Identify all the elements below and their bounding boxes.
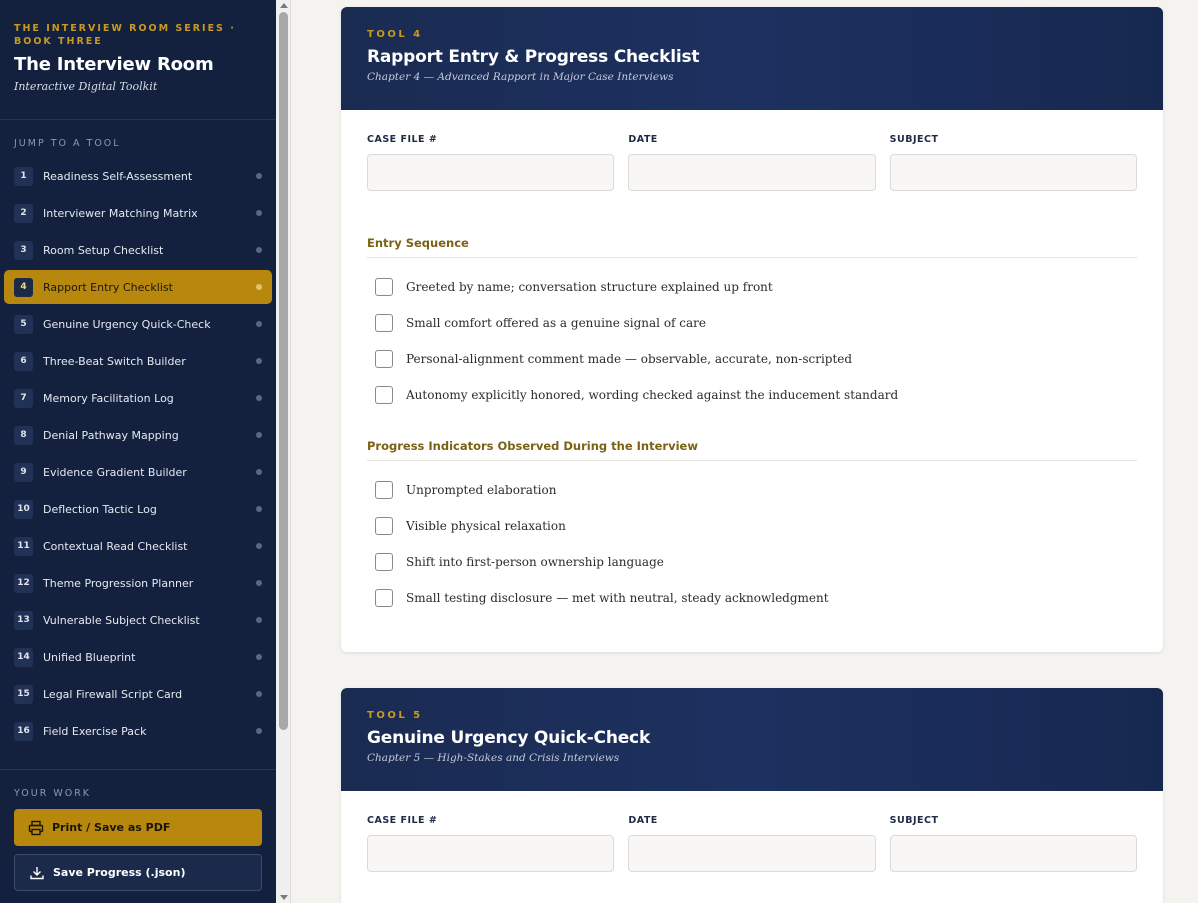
checklist-item[interactable] [367,377,1137,413]
tool-card-5 [341,688,1163,903]
case-file-field [367,815,614,872]
scroll-up-icon[interactable] [280,3,288,8]
sidebar-item[interactable] [4,566,272,600]
nav-item-number: 13 [14,611,33,630]
nav-item-label: Vulnerable Subject Checklist [43,613,200,627]
nav-item-label: Contextual Read Checklist [43,539,188,553]
status-dot-icon [256,506,262,512]
status-dot-icon [256,617,262,623]
status-dot-icon [256,691,262,697]
date-field [628,134,875,191]
card-header [341,688,1163,791]
subject-input[interactable] [890,835,1137,872]
nav-item-label: Evidence Gradient Builder [43,465,187,479]
nav-item-label: Deflection Tactic Log [43,502,157,516]
status-dot-icon [256,580,262,586]
brand-block [0,0,276,120]
status-dot-icon [256,358,262,364]
checklist-item-text: Greeted by name; conversation structure explained up front [406,280,773,294]
field-label: SUBJECT [889,134,939,145]
tool-number: TOOL 5 [367,710,423,721]
checklist-item[interactable] [367,341,1137,377]
checkbox[interactable] [375,589,393,607]
nav-item-number: 5 [14,315,33,334]
nav-item-label: Unified Blueprint [43,650,136,664]
nav-item-label: Denial Pathway Mapping [43,428,179,442]
nav-item-label: Readiness Self-Assessment [43,169,193,183]
tool-number: TOOL 4 [367,29,423,40]
nav-item-label: Room Setup Checklist [43,243,164,257]
case-fields [341,791,1163,872]
progress-checklist [341,472,1163,616]
nav-item-number: 10 [14,500,33,519]
section-title-entry: Entry Sequence [367,236,1137,258]
print-button[interactable] [14,809,262,846]
sidebar-item[interactable] [4,529,272,563]
nav-item-number: 12 [14,574,33,593]
nav-item-number: 9 [14,463,33,482]
status-dot-icon [256,728,262,734]
case-fields [341,110,1163,191]
nav-item-number: 2 [14,204,33,223]
checkbox[interactable] [375,481,393,499]
sidebar [0,0,276,903]
subject-field [890,815,1137,872]
status-dot-icon [256,543,262,549]
status-dot-icon [256,247,262,253]
status-dot-icon [256,210,262,216]
nav-item-number: 11 [14,537,33,556]
sidebar-item[interactable] [4,418,272,452]
case-file-input[interactable] [367,835,614,872]
checklist-item-text: Visible physical relaxation [406,519,566,533]
tool-title: Genuine Urgency Quick-Check [367,728,651,748]
print-button-label: Print / Save as PDF [52,821,171,834]
field-label: DATE [628,815,658,826]
checklist-item-text: Unprompted elaboration [406,483,557,497]
download-icon [29,865,45,881]
field-label: CASE FILE # [367,134,438,145]
book-title: The Interview Room [14,54,214,75]
nav-item-label: Interviewer Matching Matrix [43,206,198,220]
nav-item-label: Three-Beat Switch Builder [43,354,186,368]
field-label: CASE FILE # [367,815,438,826]
tool-title: Rapport Entry & Progress Checklist [367,47,700,67]
status-dot-icon [256,284,262,290]
sidebar-item[interactable] [4,603,272,637]
case-file-input[interactable] [367,154,614,191]
save-button-label: Save Progress (.json) [53,866,186,879]
book-subtitle: Interactive Digital Toolkit [14,80,158,93]
save-progress-button[interactable] [14,854,262,891]
case-file-field [367,134,614,191]
checkbox[interactable] [375,350,393,368]
checkbox[interactable] [375,386,393,404]
your-work-section [0,769,276,899]
tool-subtitle: Chapter 4 — Advanced Rapport in Major Case Interviews [367,71,674,83]
status-dot-icon [256,469,262,475]
checkbox[interactable] [375,517,393,535]
nav-item-label: Memory Facilitation Log [43,391,174,405]
main-content [292,0,1198,903]
sidebar-item[interactable] [4,159,272,193]
nav-item-number: 4 [14,278,33,297]
subject-input[interactable] [890,154,1137,191]
status-dot-icon [256,173,262,179]
sidebar-item[interactable] [4,381,272,415]
nav-item-label: Field Exercise Pack [43,724,147,738]
checklist-item[interactable] [367,269,1137,305]
checklist-item-text: Small testing disclosure — met with neutral, steady acknowledgment [406,591,829,605]
sidebar-item[interactable] [4,233,272,267]
nav-item-number: 8 [14,426,33,445]
checklist-item[interactable] [367,472,1137,508]
tool-nav [0,159,276,748]
checklist-item[interactable] [367,544,1137,580]
sidebar-item[interactable] [4,714,272,748]
card-header [341,7,1163,110]
section-title-progress: Progress Indicators Observed During the Interview [367,439,1137,461]
scrollbar-thumb[interactable] [279,12,288,730]
checklist-item-text: Personal-alignment comment made — observable, accurate, non-scripted [406,352,853,366]
sidebar-item-active[interactable] [4,270,272,304]
date-input[interactable] [628,154,875,191]
subject-field [890,134,1137,191]
nav-item-number: 7 [14,389,33,408]
nav-item-number: 3 [14,241,33,260]
sidebar-item[interactable] [4,307,272,341]
nav-item-label: Genuine Urgency Quick-Check [43,317,211,331]
series-label: THE INTERVIEW ROOM SERIES · BOOK THREE [14,23,236,47]
field-label: DATE [628,134,658,145]
checkbox[interactable] [375,553,393,571]
checkbox[interactable] [375,278,393,296]
nav-item-label: Rapport Entry Checklist [43,280,173,294]
entry-checklist [341,269,1163,413]
checklist-item[interactable] [367,580,1137,616]
sidebar-item[interactable] [4,677,272,711]
status-dot-icon [256,654,262,660]
scroll-down-icon[interactable] [280,895,288,900]
checklist-item-text: Small comfort offered as a genuine signal of care [406,316,707,330]
checklist-item[interactable] [367,305,1137,341]
checklist-item-text: Autonomy explicitly honored, wording checked against the inducement standard [406,388,899,402]
date-field [628,815,875,872]
tool-card-4 [341,7,1163,652]
sidebar-item[interactable] [4,344,272,378]
checklist-item-text: Shift into first-person ownership language [406,555,664,569]
sidebar-item[interactable] [4,492,272,526]
tool-subtitle: Chapter 5 — High-Stakes and Crisis Interviews [367,752,620,764]
date-input[interactable] [628,835,875,872]
checklist-item[interactable] [367,508,1137,544]
work-section-label: YOUR WORK [14,788,92,799]
nav-item-number: 16 [14,722,33,741]
status-dot-icon [256,432,262,438]
nav-section-label: JUMP TO A TOOL [14,138,121,149]
sidebar-item[interactable] [4,196,272,230]
status-dot-icon [256,395,262,401]
checkbox[interactable] [375,314,393,332]
status-dot-icon [256,321,262,327]
sidebar-item[interactable] [4,455,272,489]
nav-item-label: Theme Progression Planner [43,576,194,590]
nav-item-number: 1 [14,167,33,186]
nav-item-number: 14 [14,648,33,667]
nav-item-label: Legal Firewall Script Card [43,687,183,701]
sidebar-scrollbar[interactable] [276,0,291,903]
sidebar-item[interactable] [4,640,272,674]
nav-item-number: 6 [14,352,33,371]
field-label: SUBJECT [889,815,939,826]
printer-icon [28,820,44,836]
nav-item-number: 15 [14,685,33,704]
